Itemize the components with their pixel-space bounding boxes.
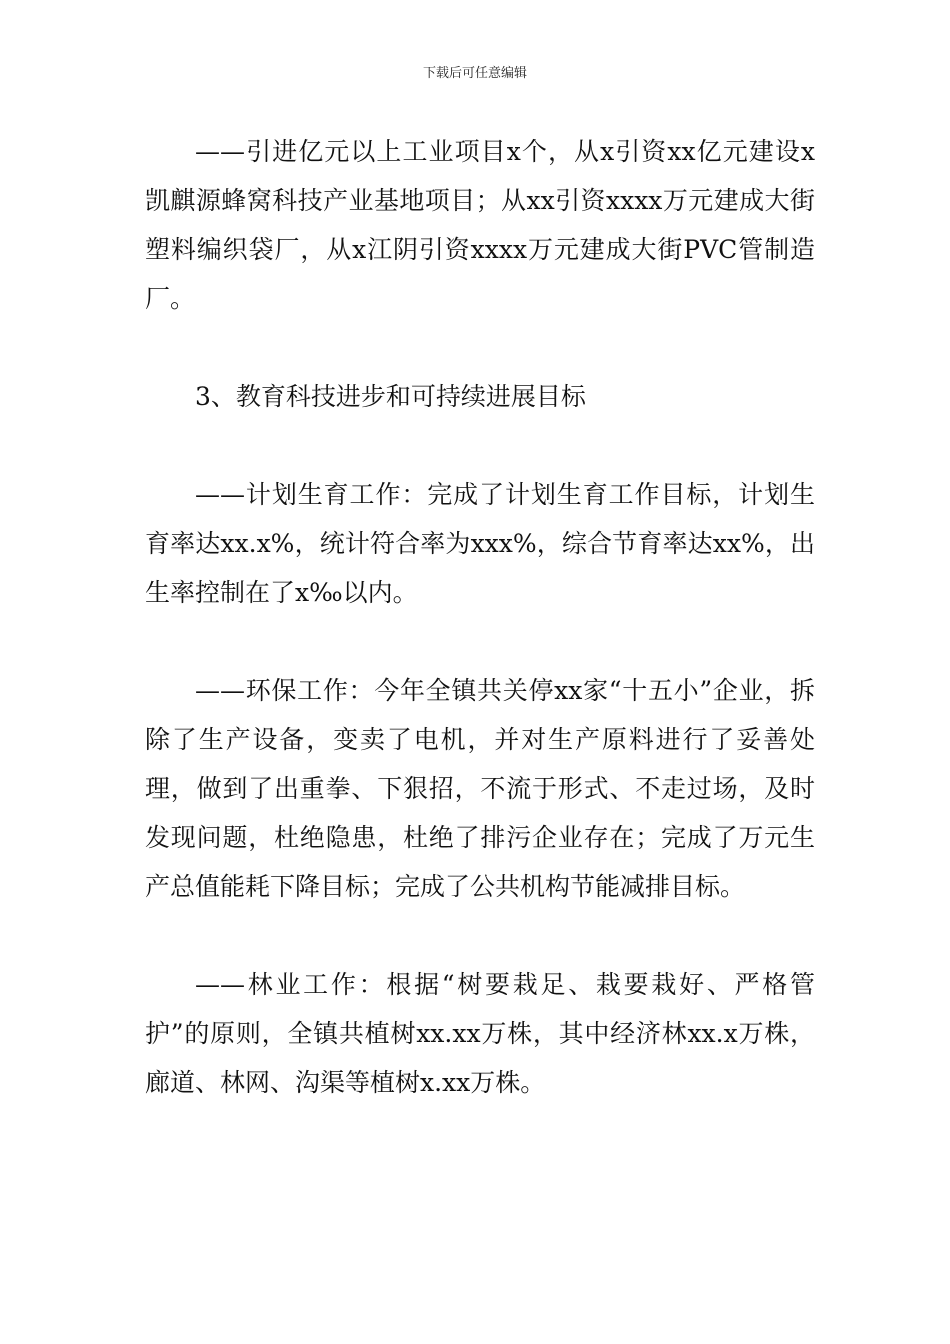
paragraph-industrial-projects: ——引进亿元以上工业项目x个，从x引资xx亿元建设x凯麒源蜂窝科技产业基地项目；从xx引资xxxx万元建成大街塑料编织袋厂，从x江阴引资xxxx万元建成大街PVC管制造厂。 (145, 137, 815, 313)
page-header: 下载后可任意编辑 (422, 66, 527, 81)
document-body (145, 127, 815, 1107)
paragraph-family-planning: ——计划生育工作：完成了计划生育工作目标，计划生育率达xx.x%，统计符合率为xxx%，综合节育率达xx%，出生率控制在了x‰以内。 (145, 480, 815, 607)
section-heading-education-tech: 3、教育科技进步和可持续进展目标 (195, 382, 586, 411)
paragraph-environmental-protection: ——环保工作：今年全镇共关停xx家“十五小”企业，拆除了生产设备，变卖了电机，并对生产原料进行了妥善处理，做到了出重拳、下狠招，不流于形式、不走过场，及时发现问题，杜绝隐患，杜绝了排污企业存在；完成了万元生产总值能耗下降目标；完成了公共机构节能减排目标。 (145, 676, 815, 901)
paragraph-forestry: ——林业工作：根据“树要栽足、栽要栽好、严格管护”的原则，全镇共植树xx.xx万株，其中经济林xx.x万株，廊道、林网、沟渠等植树x.xx万株。 (145, 970, 815, 1097)
